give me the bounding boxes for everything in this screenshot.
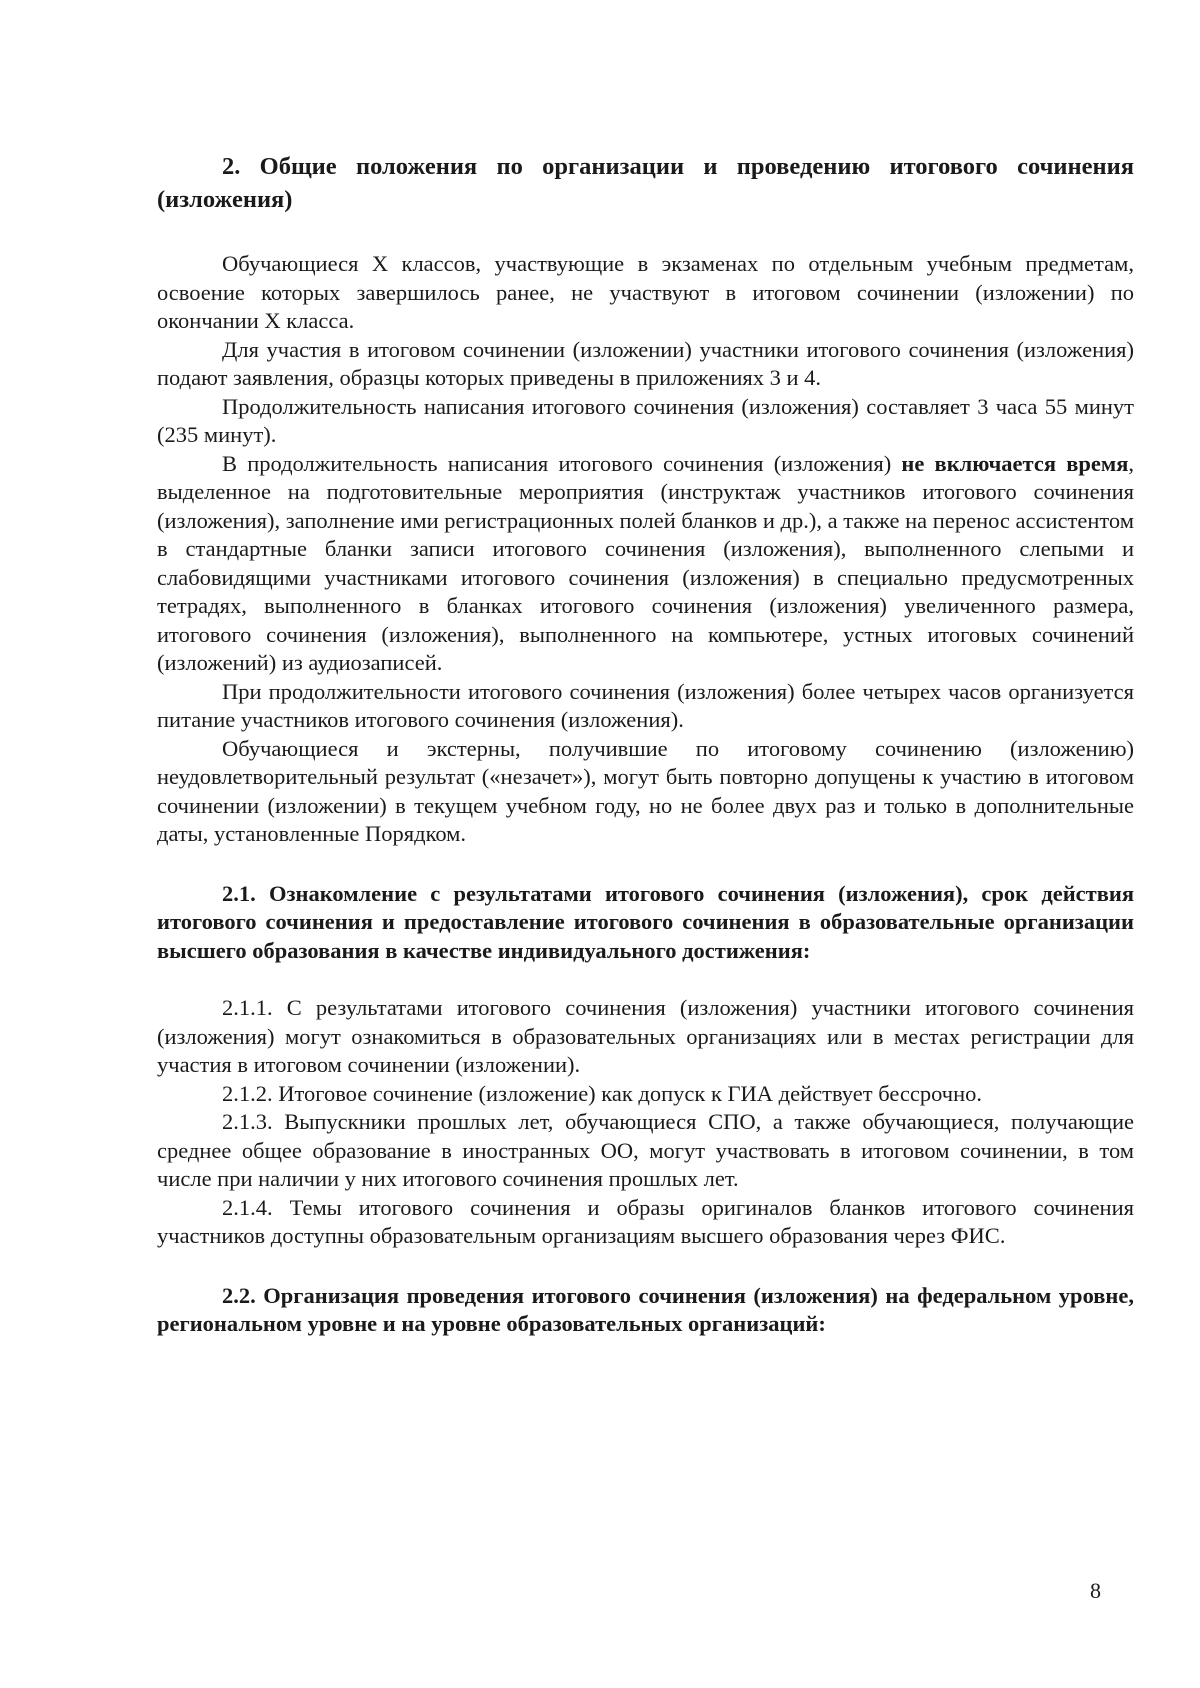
page-content [157,150,1134,1339]
paragraph-4-start: В продолжительность написания итогового сочинения (изложения) [222,450,902,476]
section-2-2-heading: 2.2. Организация проведения итогового сочинения (изложения) на федеральном уровне, региональном уровне и на уровне образовательных организаций: [157,1282,1134,1336]
page-number: 8 [1090,1578,1101,1603]
section-2-paragraph-3: Продолжительность написания итогового сочинения (изложения) составляет 3 часа 55 минут (235 минут). [157,393,1134,447]
section-2-heading: 2. Общие положения по организации и проведению итогового сочинения (изложения) [157,153,1134,213]
section-2-1-2-paragraph: 2.1.2. Итоговое сочинение (изложение) как допуск к ГИА действует бессрочно. [222,1080,983,1106]
section-2-paragraph-5: При продолжительности итогового сочинения (изложения) более четырех часов организуется питание участников итогового сочинения (изложения). [157,678,1134,732]
paragraph-4-end: , выделенное на подготовительные мероприятия (инструктаж участников итогового сочинения (изложения), заполнение ими регистрационных полей бланков и др.), а также на перенос ассистентом в стандартные бланки записи итогового сочинения (изложения), выполненного слепыми и слабовидящими участниками итогового сочинения (изложения) в специально предусмотренных тетрадях, выполненного в бланках итогового сочинения (изложения) увеличенного размера, итогового сочинения (изложения), выполненного на компьютере, устных итоговых сочинений (изложений) из аудиозаписей. [157,450,1134,675]
section-2-1-3-paragraph: 2.1.3. Выпускники прошлых лет, обучающиеся СПО, а также обучающиеся, получающие среднее общее образование в иностранных ОО, могут участвовать в итоговом сочинении, в том числе при наличии у них итогового сочинения прошлых лет. [157,1109,1134,1191]
section-2-1-heading: 2.1. Ознакомление с результатами итогового сочинения (изложения), срок действия итогового сочинения и предоставление итогового сочинения в образовательные организации высшего образования в качестве индивидуального достижения: [157,880,1134,963]
section-2-paragraph-6: Обучающиеся и экстерны, получившие по итоговому сочинению (изложению) неудовлетворительный результат («незачет»), могут быть повторно допущены к участию в итоговом сочинении (изложении) в текущем учебном году, но не более двух раз и только в дополнительные даты, установленные Порядком. [157,735,1134,846]
section-2-paragraph-4 [157,450,1134,678]
section-2-1-4-paragraph: 2.1.4. Темы итогового сочинения и образы оригиналов бланков итогового сочинения участников доступны образовательным организациям высшего образования через ФИС. [157,1194,1134,1248]
paragraph-4-bold: не включается время [901,450,1129,476]
section-2-paragraph-2: Для участия в итоговом сочинении (изложении) участники итогового сочинения (изложения) подают заявления, образцы которых приведены в приложениях 3 и 4. [157,336,1134,390]
section-2-1-1-paragraph: 2.1.1. С результатами итогового сочинения (изложения) участники итогового сочинения (изложения) могут ознакомиться в образовательных организациях или в местах регистрации для участия в итоговом сочинении (изложении). [157,995,1134,1077]
section-2-paragraph-1: Обучающиеся X классов, участвующие в экзаменах по отдельным учебным предметам, освоение которых завершилось ранее, не участвуют в итоговом сочинении (изложении) по окончании X класса. [157,251,1134,333]
